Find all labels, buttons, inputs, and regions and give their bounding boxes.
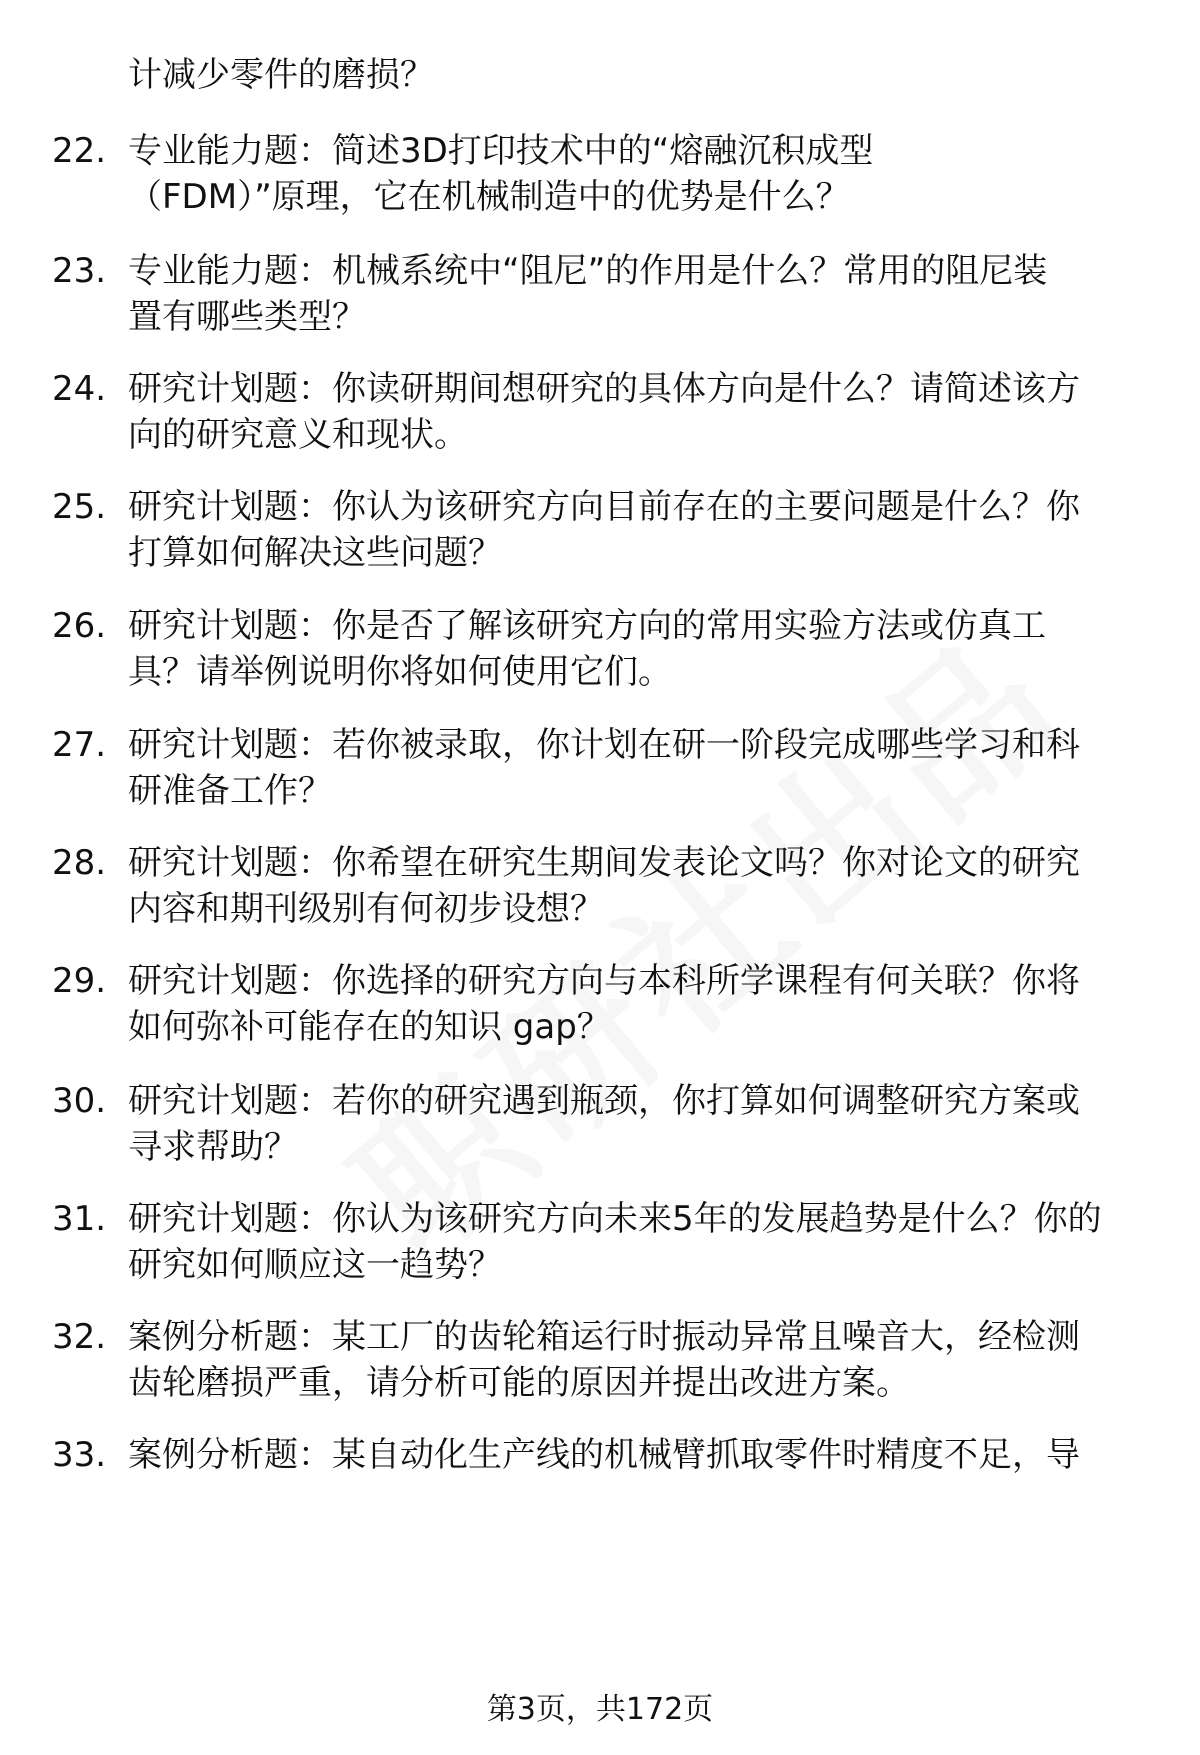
item-number: 29. (52, 961, 107, 1001)
item-number: 30. (52, 1081, 107, 1121)
item-text: 寻求帮助？ (128, 1127, 298, 1167)
item-text: 研究计划题：你认为该研究方向目前存在的主要问题是什么？你 (128, 487, 1080, 527)
item-number: 31. (52, 1199, 107, 1239)
item-text: 专业能力题：机械系统中“阻尼”的作用是什么？常用的阻尼装 (128, 251, 1048, 291)
item-number: 33. (52, 1435, 107, 1475)
item-text: 向的研究意义和现状。 (128, 415, 468, 455)
item-number: 32. (52, 1317, 107, 1357)
item-text: 研究计划题：你是否了解该研究方向的常用实验方法或仿真工 (128, 606, 1046, 646)
item-text: 研究计划题：你希望在研究生期间发表论文吗？你对论文的研究 (128, 843, 1080, 883)
item-text: 研究如何顺应这一趋势？ (128, 1245, 502, 1285)
item-number: 22. (52, 131, 107, 171)
item-text: 研准备工作？ (128, 771, 332, 811)
item-number: 26. (52, 606, 107, 646)
item-number: 24. (52, 369, 107, 409)
item-text: 置有哪些类型？ (128, 297, 366, 337)
item-text: 研究计划题：你认为该研究方向未来5年的发展趋势是什么？你的 (128, 1199, 1102, 1239)
item-text: 专业能力题：简述3D打印技术中的“熔融沉积成型 (128, 131, 874, 171)
item-text: 案例分析题：某自动化生产线的机械臂抓取零件时精度不足，导 (128, 1435, 1080, 1475)
item-text: 齿轮磨损严重，请分析可能的原因并提出改进方案。 (128, 1363, 910, 1403)
item-text: 打算如何解决这些问题？ (128, 533, 502, 573)
item-text: 如何弥补可能存在的知识 gap？ (128, 1007, 611, 1047)
page-footer: 第3页，共172页 (486, 1692, 714, 1727)
item-number: 23. (52, 251, 107, 291)
item-text: 研究计划题：若你的研究遇到瓶颈，你打算如何调整研究方案或 (128, 1081, 1080, 1121)
item-text: （FDM）”原理，它在机械制造中的优势是什么？ (128, 177, 850, 217)
item-number: 25. (52, 487, 107, 527)
item-text: 具？请举例说明你将如何使用它们。 (128, 652, 672, 692)
item-text: 研究计划题：若你被录取，你计划在研一阶段完成哪些学习和科 (128, 725, 1080, 765)
item-text: 案例分析题：某工厂的齿轮箱运行时振动异常且噪音大，经检测 (128, 1317, 1080, 1357)
item-text: 内容和期刊级别有何初步设想？ (128, 889, 604, 929)
item-number: 27. (52, 725, 107, 765)
item-text: 研究计划题：你读研期间想研究的具体方向是什么？请简述该方 (128, 369, 1080, 409)
item-number: 28. (52, 843, 107, 883)
continued-text: 计减少零件的磨损？ (128, 55, 434, 95)
item-text: 研究计划题：你选择的研究方向与本科所学课程有何关联？你将 (128, 961, 1080, 1001)
